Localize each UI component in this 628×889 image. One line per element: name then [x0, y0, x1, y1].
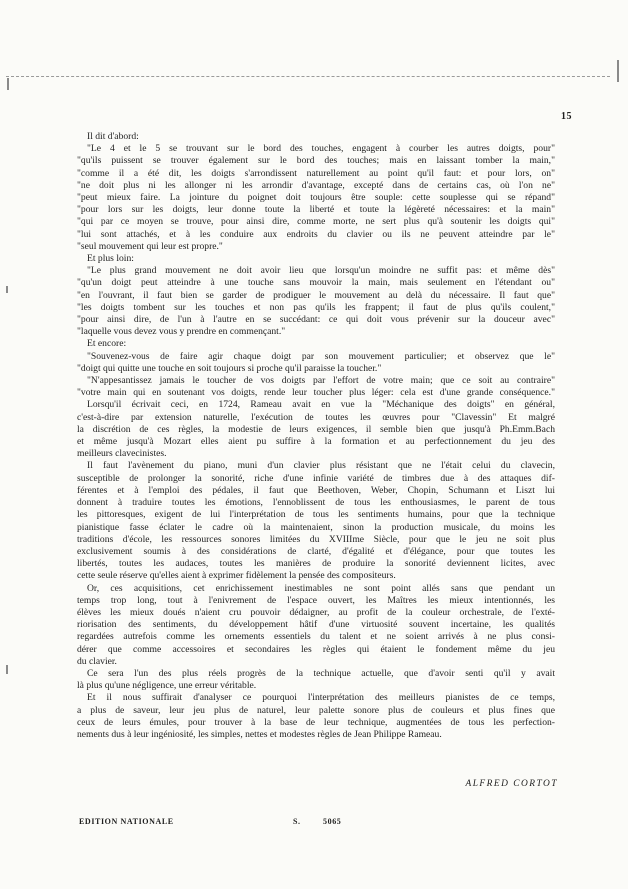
- text-line: férentes et à l'emploi des pédales, il faut que Beethoven, Weber, Chopin, Schumann et Liszt lui: [77, 484, 555, 496]
- text-line: a plus de saveur, leur jeu plus de naturel, leur palette sonore plus de couleurs et plus fines que: [77, 704, 555, 716]
- text-line: temps trop long, tout à l'enivrement de l'espace ouvert, les Maîtres les mieux intentionnés, les: [77, 594, 555, 606]
- right-margin-mark: [617, 60, 619, 82]
- text-line: pianistique fasse éclater le cadre où la maintenaient, sinon la production musicale, du moins les: [77, 521, 555, 533]
- text-line: élèves les mieux doués n'aient cru pouvoir dédaigner, au profit de la couleur orchestrale, de l'exté-: [77, 606, 555, 618]
- text-line: "doigt qui quitte une touche en soit toujours si proche qu'il paraisse la toucher.": [77, 362, 382, 374]
- text-line: traditions d'école, les ressources sonores limitées du XVIIIme Siècle, pour que le jeu ne soit plus: [77, 533, 555, 545]
- text-line: là plus qu'une négligence, une erreur véritable.: [77, 680, 257, 692]
- text-line: c'est-à-dire par extension naturelle, l'exécution de toutes les œuvres pour "Clavessin" Et malgré: [77, 411, 555, 423]
- text-line: libertés, toutes les audaces, toutes les manières de produire la sonorité deviennent licites, avec: [77, 558, 555, 570]
- text-line: meilleurs clavecinistes.: [77, 448, 167, 460]
- text-line: "Souvenez-vous de faire agir chaque doigt par son mouvement particulier; et observez que le": [87, 350, 555, 362]
- text-line: exclusivement soumis à des considérations de clarté, d'égalité et d'élégance, pour que toutes les: [77, 545, 555, 557]
- text-line: "lui sont attachés, et à les conduire aux endroits du clavier ou ils ne peuvent atteindre par le": [77, 228, 555, 240]
- text-line: riorisation des sentiments, du développement hâtif d'une virtuosité souvent incertaine, les qualités: [77, 619, 555, 631]
- author-signature: ALFRED CORTOT: [465, 779, 558, 789]
- text-line: "Le 4 et le 5 se trouvant sur le bord des touches, engagent à courber les autres doigts, pour": [87, 143, 555, 155]
- text-line: "pour lors sur les doigts, leur donne toute la liberté et toute la légèreté nécessaires: et la main": [77, 204, 555, 216]
- footer-publisher: EDITION NATIONALE: [79, 817, 174, 826]
- text-line: la discrétion de ces règles, la modestie de leurs exigences, il semble bien que jusqu'à Ph.Emm.Bach: [77, 423, 555, 435]
- text-line: "qu'un doigt peut atteindre à une touche sans mouvoir la main, mais seulement en l'étendant ou": [77, 277, 555, 289]
- text-line: Or, ces acquisitions, cet enrichissement inestimables ne sont point allés sans que pendant un: [87, 582, 555, 594]
- text-line: susceptible de prolonger la sonorité, riche d'une infinie variété de timbres due à des attaques dif-: [77, 472, 555, 484]
- footer-plate-number: 5065: [323, 817, 342, 826]
- text-line: donnent à traduire toutes les émotions, l'ennoblissent de tous les enthousiasmes, le parent de tous: [77, 497, 555, 509]
- text-line: Ce sera l'un des plus réels progrès de la technique actuelle, que d'avoir senti qu'il y avait: [87, 667, 555, 679]
- text-line: Et il nous suffirait d'analyser ce pourquoi l'interprétation des meilleurs pianistes de ce temps,: [87, 692, 555, 704]
- left-margin-mark: [6, 286, 8, 293]
- page-number: 15: [561, 111, 572, 122]
- text-line: Il dit d'abord:: [87, 131, 139, 142]
- text-line: nements dus à leur ingéniosité, les simples, nettes et modestes règles de Jean Philippe Rameau.: [77, 728, 442, 740]
- text-line: cette seule réserve qu'elles aient à exprimer fidèlement la pensée des compositeurs.: [77, 570, 396, 582]
- text-line: Et encore:: [87, 338, 127, 350]
- text-line: "comme il a été dit, les doigts s'arrondissent naturellement au point qu'il faut: et pour lors, on": [77, 167, 555, 179]
- text-line: "en l'ouvrant, il faut bien se garder de prodiguer le mouvement au delà du nécessaire. Il faut que": [77, 289, 555, 301]
- text-line: les pittoresques, exigent de lui l'interprétation de tous les sentiments humains, pour que la technique: [77, 509, 555, 521]
- text-line: dérer que comme accessoires et secondaires les règles qui étaient le fondement même du jeu: [77, 643, 555, 655]
- text-line: "laquelle vous devez vous y prendre en commençant.": [77, 326, 286, 338]
- top-edge-rule: [6, 76, 610, 77]
- text-line: Et plus loin:: [87, 253, 134, 265]
- text-line: "peut mieux faire. La jointure du poignet doit toujours être souple: cette souplesse qui se répand": [77, 192, 555, 204]
- text-line: "ne doit plus ni les allonger ni les arrondir d'avantage, excepté dans de certains cas, où l'on ne": [77, 179, 555, 191]
- body-text: [77, 131, 555, 741]
- text-line: ceux de leurs émules, pour trouver à la base de leur technique, augmentées de tous les perfection-: [77, 716, 555, 728]
- left-margin-mark: [6, 665, 8, 674]
- text-line: "qu'ils puissent se trouver également sur le bord des touches; mais en laissant tomber la main,": [77, 155, 555, 167]
- text-line: et même jusqu'à Mozart elles aient pu suffire à la formation et au perfectionnement du jeu des: [77, 436, 555, 448]
- text-line: "seul mouvement qui leur est propre.": [77, 240, 223, 252]
- text-line: "les doigts tombent sur les touches et non pas qu'ils les frappent; il faut de plus qu'ils coulent,": [77, 301, 555, 313]
- text-line: regardées autrefois comme les ornements essentiels du talent et ne soient arrivés à ne plus consi-: [77, 631, 555, 643]
- text-line: "Le plus grand mouvement ne doit avoir lieu que lorsqu'un moindre ne suffit pas: et même dès": [87, 265, 555, 277]
- left-margin-mark: [7, 78, 9, 90]
- text-line: "pour ainsi dire, de l'un à l'autre en se succédant: ce qui doit vous prévenir sur la douceur avec": [77, 314, 555, 326]
- text-line: "votre main qui en soutenant vos doigts, rende leur toucher plus léger: cela est d'une grande conséquence.": [77, 387, 555, 399]
- text-line: "N'appesantissez jamais le toucher de vos doigts par l'effort de votre main; que ce soit au contraire": [87, 375, 555, 387]
- text-line: "qui par ce moyen se trouve, pour ainsi dire, comme morte, ne sert plus qu'à soutenir les doigts qui": [77, 216, 555, 228]
- text-line: du clavier.: [77, 655, 117, 667]
- footer-series: S.: [293, 817, 301, 826]
- text-line: Il faut l'avènement du piano, muni d'un clavier plus résistant que ne l'était celui du clavecin,: [87, 460, 555, 472]
- text-line: Lorsqu'il écrivait ceci, en 1724, Rameau avait en vue la "Méchanique des doigts" en général,: [87, 399, 555, 411]
